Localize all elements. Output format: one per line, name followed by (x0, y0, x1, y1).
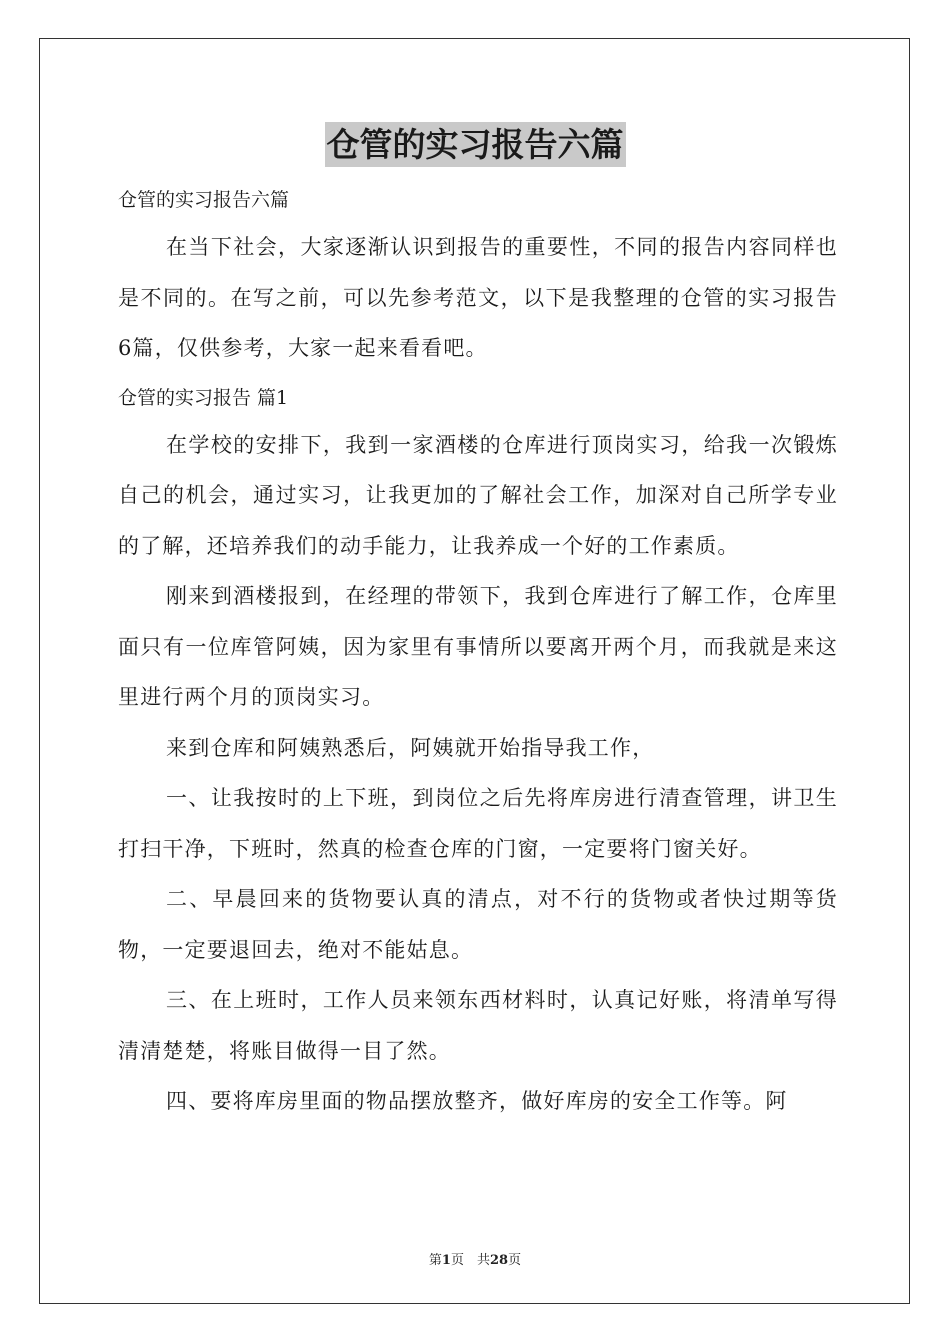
body-paragraph: 四、要将库房里面的物品摆放整齐，做好库房的安全工作等。阿 (166, 1089, 788, 1113)
total-page-number: 28 (489, 1253, 509, 1268)
current-page-number: 1 (441, 1253, 451, 1268)
section-heading: 仓管的实习报告 篇1 (118, 386, 289, 409)
body-paragraph: 二、早晨回来的货物要认真的清点，对不行的货物或者快过期等货物，一定要退回去，绝对不能姑息。 (118, 887, 838, 962)
body-paragraph: 刚来到酒楼报到，在经理的带领下，我到仓库进行了解工作，仓库里面只有一位库管阿姨，因为家里有事情所以要离开两个月，而我就是来这里进行两个月的顶岗实习。 (118, 584, 838, 709)
intro-paragraph: 在当下社会，大家逐渐认识到报告的重要性，不同的报告内容同样也是不同的。在写之前，可以先参考范文，以下是我整理的仓管的实习报告6篇，仅供参考，大家一起来看看吧。 (118, 235, 838, 360)
document-body (118, 178, 838, 1127)
page-footer (0, 1249, 950, 1268)
page-mid: 页 共 (450, 1253, 490, 1268)
page-suffix: 页 (508, 1253, 522, 1268)
page-prefix: 第 (428, 1253, 442, 1268)
document-title-text: 仓管的实习报告六篇 (325, 122, 626, 167)
body-paragraph: 来到仓库和阿姨熟悉后，阿姨就开始指导我工作， (166, 735, 655, 760)
document-title (0, 122, 950, 167)
document-subtitle: 仓管的实习报告六篇 (118, 189, 290, 211)
body-paragraph: 三、在上班时，工作人员来领东西材料时，认真记好账，将清单写得清清楚楚，将账目做得一目了然。 (118, 988, 838, 1063)
body-paragraph: 一、让我按时的上下班，到岗位之后先将库房进行清查管理，讲卫生打扫干净，下班时，然真的检查仓库的门窗，一定要将门窗关好。 (118, 786, 838, 861)
body-paragraph: 在学校的安排下，我到一家酒楼的仓库进行顶岗实习，给我一次锻炼自己的机会，通过实习，让我更加的了解社会工作，加深对自己所学专业的了解，还培养我们的动手能力，让我养成一个好的工作素质。 (118, 432, 838, 558)
